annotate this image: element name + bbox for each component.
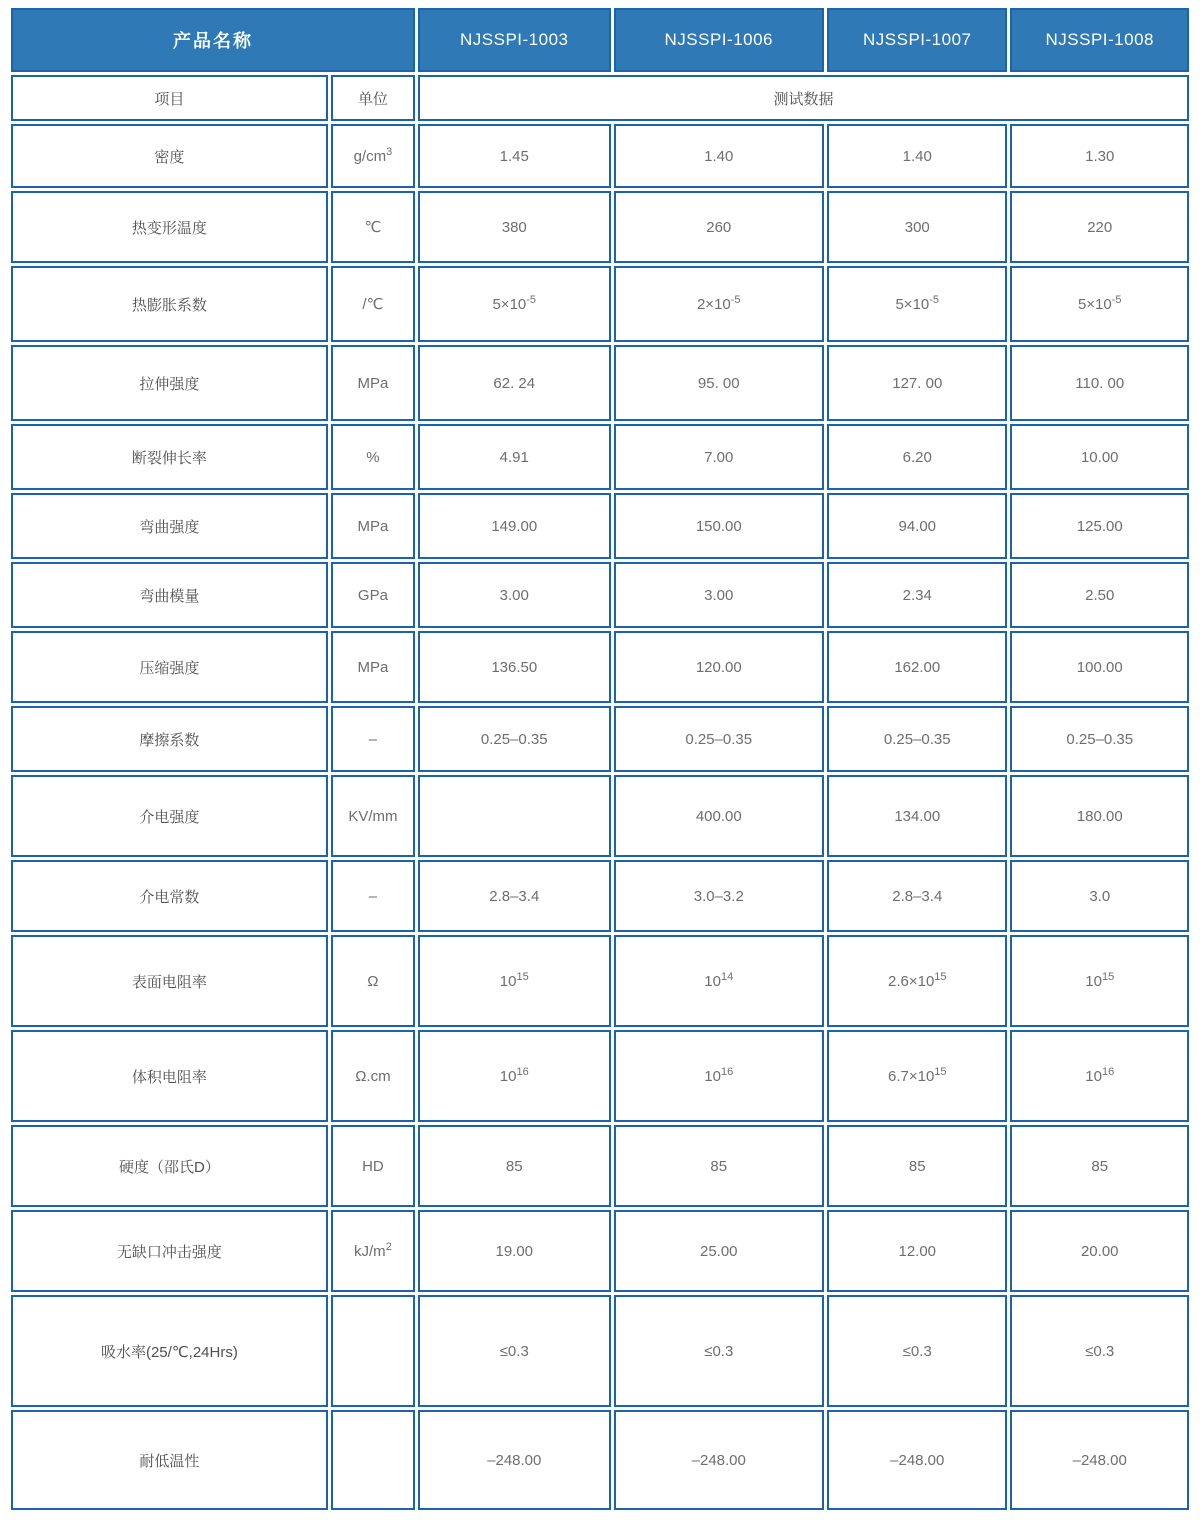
test-data-label: 测试数据	[418, 75, 1189, 121]
subheader-row	[11, 75, 1189, 121]
value-cell: 136.50	[418, 631, 610, 703]
value-cell: $10^{15}$	[418, 935, 610, 1027]
property-cell: 密度	[11, 124, 328, 188]
value-cell: 1.40	[614, 124, 825, 188]
property-cell: 无缺口冲击强度	[11, 1210, 328, 1292]
unit-cell: $kJ/m^2$	[331, 1210, 415, 1292]
unit-cell: –	[331, 860, 415, 932]
value-cell	[418, 775, 610, 857]
value-cell: 0.25–0.35	[1010, 706, 1189, 772]
value-cell: $6.7\times 10^{15}$	[827, 1030, 1007, 1122]
property-cell: 热膨胀系数	[11, 266, 328, 342]
table-row	[11, 775, 1189, 857]
value-cell: 4.91	[418, 424, 610, 490]
table-row	[11, 1295, 1189, 1407]
product-spec-table	[8, 5, 1192, 1513]
property-cell: 介电常数	[11, 860, 328, 932]
table-row	[11, 1125, 1189, 1207]
unit-cell: MPa	[331, 345, 415, 421]
value-cell: 1.30	[1010, 124, 1189, 188]
value-cell: 380	[418, 191, 610, 263]
table-row	[11, 1410, 1189, 1510]
value-cell: –248.00	[827, 1410, 1007, 1510]
value-cell: ≤0.3	[614, 1295, 825, 1407]
property-cell: 介电强度	[11, 775, 328, 857]
value-cell: 300	[827, 191, 1007, 263]
value-cell: 110. 00	[1010, 345, 1189, 421]
property-cell: 热变形温度	[11, 191, 328, 263]
value-cell: ≤0.3	[827, 1295, 1007, 1407]
value-cell: 2.50	[1010, 562, 1189, 628]
value-cell: $2\times 10^{-5}$	[614, 266, 825, 342]
table-row	[11, 424, 1189, 490]
property-cell: 拉伸强度	[11, 345, 328, 421]
value-cell: 20.00	[1010, 1210, 1189, 1292]
property-cell: 硬度（邵氏D）	[11, 1125, 328, 1207]
spec-table-body	[11, 124, 1189, 1510]
value-cell: ≤0.3	[1010, 1295, 1189, 1407]
value-cell: 3.00	[614, 562, 825, 628]
product-name-header: 产品名称	[11, 8, 415, 72]
table-row	[11, 562, 1189, 628]
value-cell: $10^{16}$	[1010, 1030, 1189, 1122]
table-row	[11, 124, 1189, 188]
unit-cell: –	[331, 706, 415, 772]
value-cell: 85	[614, 1125, 825, 1207]
product-column-header-1003: NJSSPI-1003	[418, 8, 610, 72]
product-column-header-1006: NJSSPI-1006	[614, 8, 825, 72]
value-cell: –248.00	[1010, 1410, 1189, 1510]
value-cell: 150.00	[614, 493, 825, 559]
property-cell: 耐低温性	[11, 1410, 328, 1510]
value-cell: 62. 24	[418, 345, 610, 421]
value-cell: 3.0–3.2	[614, 860, 825, 932]
value-cell: 12.00	[827, 1210, 1007, 1292]
property-cell: 弯曲模量	[11, 562, 328, 628]
product-column-header-1007: NJSSPI-1007	[827, 8, 1007, 72]
table-row	[11, 493, 1189, 559]
property-cell: 体积电阻率	[11, 1030, 328, 1122]
table-row	[11, 345, 1189, 421]
value-cell: 85	[418, 1125, 610, 1207]
value-cell: $5\times 10^{-5}$	[418, 266, 610, 342]
value-cell: ≤0.3	[418, 1295, 610, 1407]
unit-cell: MPa	[331, 631, 415, 703]
value-cell: 19.00	[418, 1210, 610, 1292]
value-cell: 100.00	[1010, 631, 1189, 703]
value-cell: 94.00	[827, 493, 1007, 559]
value-cell: 0.25–0.35	[418, 706, 610, 772]
unit-cell: KV/mm	[331, 775, 415, 857]
unit-cell: Ω	[331, 935, 415, 1027]
value-cell: –248.00	[614, 1410, 825, 1510]
value-cell: 1.45	[418, 124, 610, 188]
unit-cell: MPa	[331, 493, 415, 559]
value-cell: 7.00	[614, 424, 825, 490]
value-cell: 2.8–3.4	[418, 860, 610, 932]
property-cell: 断裂伸长率	[11, 424, 328, 490]
table-row	[11, 935, 1189, 1027]
unit-cell: GPa	[331, 562, 415, 628]
item-column-label: 项目	[11, 75, 328, 121]
value-cell: 134.00	[827, 775, 1007, 857]
value-cell: 95. 00	[614, 345, 825, 421]
unit-cell: ℃	[331, 191, 415, 263]
value-cell: 10.00	[1010, 424, 1189, 490]
value-cell: –248.00	[418, 1410, 610, 1510]
value-cell: $2.6\times 10^{15}$	[827, 935, 1007, 1027]
table-row	[11, 191, 1189, 263]
unit-cell	[331, 1295, 415, 1407]
value-cell: 260	[614, 191, 825, 263]
value-cell: 162.00	[827, 631, 1007, 703]
unit-cell: %	[331, 424, 415, 490]
value-cell: 85	[827, 1125, 1007, 1207]
value-cell: 0.25–0.35	[614, 706, 825, 772]
table-row	[11, 706, 1189, 772]
table-row	[11, 1030, 1189, 1122]
property-cell: 表面电阻率	[11, 935, 328, 1027]
unit-cell: $g/cm^3$	[331, 124, 415, 188]
value-cell: 120.00	[614, 631, 825, 703]
value-cell: 0.25–0.35	[827, 706, 1007, 772]
value-cell: 25.00	[614, 1210, 825, 1292]
value-cell: 85	[1010, 1125, 1189, 1207]
property-cell: 摩擦系数	[11, 706, 328, 772]
value-cell: $5\times 10^{-5}$	[827, 266, 1007, 342]
value-cell: 2.34	[827, 562, 1007, 628]
unit-cell	[331, 1410, 415, 1510]
value-cell: 149.00	[418, 493, 610, 559]
value-cell: $10^{16}$	[614, 1030, 825, 1122]
unit-column-label: 单位	[331, 75, 415, 121]
unit-cell: HD	[331, 1125, 415, 1207]
value-cell: 127. 00	[827, 345, 1007, 421]
value-cell: $10^{16}$	[418, 1030, 610, 1122]
value-cell: 220	[1010, 191, 1189, 263]
property-cell: 弯曲强度	[11, 493, 328, 559]
product-header-row	[11, 8, 1189, 72]
value-cell: 2.8–3.4	[827, 860, 1007, 932]
property-cell: 压缩强度	[11, 631, 328, 703]
property-cell: 吸水率(25/℃,24Hrs)	[11, 1295, 328, 1407]
value-cell: $10^{15}$	[1010, 935, 1189, 1027]
value-cell: 3.00	[418, 562, 610, 628]
table-row	[11, 631, 1189, 703]
value-cell: 6.20	[827, 424, 1007, 490]
table-row	[11, 266, 1189, 342]
product-column-header-1008: NJSSPI-1008	[1010, 8, 1189, 72]
unit-cell: Ω.cm	[331, 1030, 415, 1122]
unit-cell: /℃	[331, 266, 415, 342]
value-cell: 1.40	[827, 124, 1007, 188]
table-row	[11, 860, 1189, 932]
value-cell: 180.00	[1010, 775, 1189, 857]
value-cell: 400.00	[614, 775, 825, 857]
value-cell: $10^{14}$	[614, 935, 825, 1027]
value-cell: 3.0	[1010, 860, 1189, 932]
value-cell: 125.00	[1010, 493, 1189, 559]
table-row	[11, 1210, 1189, 1292]
value-cell: $5\times 10^{-5}$	[1010, 266, 1189, 342]
